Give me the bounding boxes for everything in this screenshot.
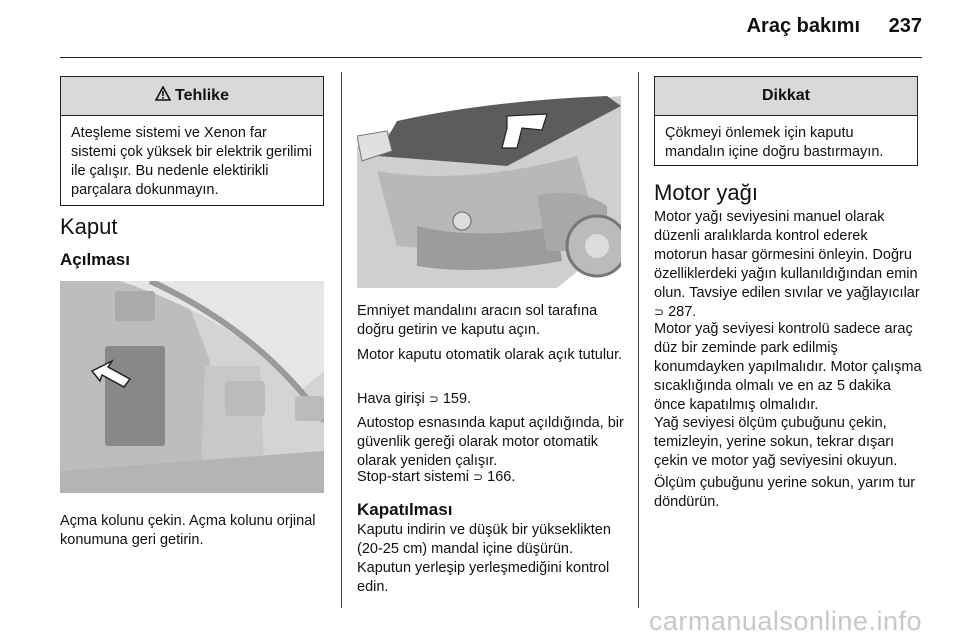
- hood-open-instruction: Emniyet mandalını aracın sol tarafına doğru getirin ve kaputu açın.: [357, 303, 598, 338]
- closing-text: Kaputu indirin ve düşük bir yükseklikten (20-25 cm) mandal içine düşürün. Kaputun yerleşip yerleşmediğini kontrol edin.: [357, 522, 611, 595]
- watermark: carmanualsonline.info: [648, 606, 922, 636]
- danger-box: [60, 76, 324, 206]
- air-intake-ref: Hava girişi ⊃ 159.: [357, 391, 472, 407]
- air-intake-page-link[interactable]: 159.: [442, 391, 472, 407]
- hood-auto-hold-text: Motor kaputu otomatik olarak açık tutulur.: [357, 347, 623, 363]
- section-title: Araç bakımı: [746, 15, 860, 37]
- dipstick-reading-text: Yağ seviyesi ölçüm çubuğunu çekin, temizleyin, yerine sokun, tekrar dışarı çekin ve motor yağ seviyesini okuyun.: [654, 415, 898, 469]
- danger-box-text: Ateşleme sistemi ve Xenon far sistemi çok yüksek bir elektrik gerilimi ile çalışır. Bu nedenle elektirikli parçalara dokunmayın.: [71, 125, 312, 198]
- hood-release-lever-figure: [60, 281, 324, 493]
- autostop-warning-text: Autostop esnasında kaput açıldığında, bir güvenlik gereği olarak motor otomatik olarak yeniden çalışır.: [357, 415, 624, 469]
- page-header: [0, 0, 960, 60]
- danger-box-title: Tehlike: [175, 87, 229, 104]
- motor-oil-intro: Motor yağı seviyesini manuel olarak düzenli aralıklarda kontrol ederek motorun hasar görmesini önleyin. Doğru özelliklerdeki yağın kullanıldığından emin olun. Tavsiye edilen sıvılar ve yağlayıcılar ⊃ 287.: [654, 209, 920, 320]
- kaput-heading: Kaput: [60, 214, 118, 239]
- page-ref-icon: ⊃: [654, 305, 665, 319]
- header-divider: [60, 57, 922, 58]
- caution-box: [654, 76, 918, 166]
- oil-level-check-conditions: Motor yağ seviyesi kontrolü sadece araç düz bir zeminde park edilmiş konumdayken yapılmalıdır. Motor çalışma sıcaklığında olmalı ve en az 5 dakika önce kapatılmış olmalıdır.: [654, 321, 922, 413]
- opening-heading: Açılması: [60, 250, 130, 269]
- page-ref-icon: ⊃: [473, 470, 484, 484]
- caution-box-text: Çökmeyi önlemek için kaputu mandalın içine doğru bastırmayın.: [665, 125, 884, 160]
- dipstick-return-text: Ölçüm çubuğunu yerine sokun, yarım tur döndürün.: [654, 475, 916, 510]
- car-hood-figure: [357, 76, 621, 288]
- stop-start-page-link[interactable]: 166.: [487, 469, 516, 485]
- danger-box-header: [61, 77, 323, 116]
- column-divider-right: [638, 72, 639, 608]
- page-number: 237: [888, 15, 922, 37]
- page-ref-icon: ⊃: [428, 392, 439, 406]
- warning-triangle-icon: [155, 86, 171, 106]
- fluids-page-link[interactable]: 287.: [668, 304, 697, 320]
- closing-heading: Kapatılması: [357, 500, 453, 519]
- motor-oil-heading: Motor yağı: [654, 180, 758, 205]
- opening-caption: Açma kolunu çekin. Açma kolunu orjinal konumuna geri getirin.: [60, 513, 316, 548]
- caution-box-header: Dikkat: [655, 77, 917, 116]
- column-divider-left: [341, 72, 342, 608]
- stop-start-ref: Stop-start sistemi ⊃ 166.: [357, 469, 516, 485]
